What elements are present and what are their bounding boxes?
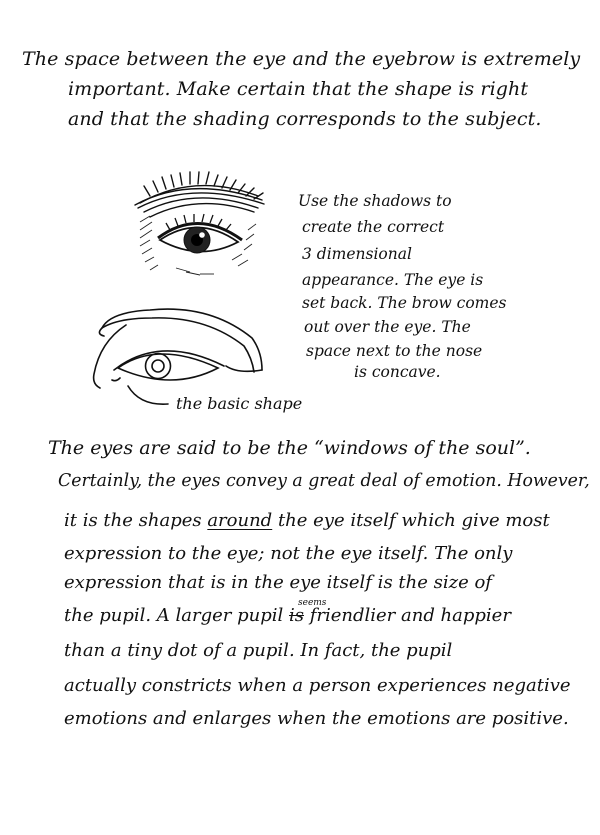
- body-line-9: emotions and enlarges when the emotions are positive.: [64, 708, 569, 729]
- body-line-7: than a tiny dot of a pupil. In fact, the pupil: [64, 640, 453, 661]
- body-line-3-start: it is the shapes: [64, 510, 208, 531]
- side-note-line-5: set back. The brow comes: [302, 294, 507, 312]
- body-line-5: expression that is in the eye itself is the size of: [64, 572, 492, 593]
- underlined-word-around: around: [207, 510, 273, 531]
- body-line-3: [64, 510, 550, 531]
- side-note-line-6: out over the eye. The: [304, 318, 471, 336]
- body-line-6: [64, 605, 511, 626]
- body-line-6-end: friendlier and happier: [303, 605, 511, 626]
- side-note-line-2: create the correct: [302, 218, 445, 236]
- side-note-line-3: 3 dimensional: [302, 245, 412, 263]
- intro-line-3: and that the shading corresponds to the subject.: [68, 108, 542, 130]
- body-line-6-start: the pupil. A larger pupil: [64, 605, 289, 626]
- intro-line-1: The space between the eye and the eyebrow is extremely: [22, 48, 581, 70]
- side-note-line-4: appearance. The eye is: [302, 271, 484, 289]
- side-note-line-7: space next to the nose: [306, 342, 483, 360]
- intro-line-2: important. Make certain that the shape is right: [68, 78, 529, 100]
- body-line-2: Certainly, the eyes convey a great deal of emotion. However,: [58, 470, 590, 491]
- body-line-8: actually constricts when a person experiences negative: [64, 675, 571, 696]
- body-line-1: The eyes are said to be the “windows of the soul”.: [48, 437, 531, 459]
- diagram-caption: the basic shape: [176, 394, 303, 413]
- inserted-word-seems: seems: [298, 598, 327, 608]
- body-line-4: expression to the eye; not the eye itself. The only: [64, 543, 513, 564]
- struck-word: is: [288, 605, 304, 626]
- side-note-line-8: is concave.: [354, 363, 441, 381]
- side-note-line-1: Use the shadows to: [298, 192, 452, 210]
- body-line-3-end: the eye itself which give most: [272, 510, 550, 531]
